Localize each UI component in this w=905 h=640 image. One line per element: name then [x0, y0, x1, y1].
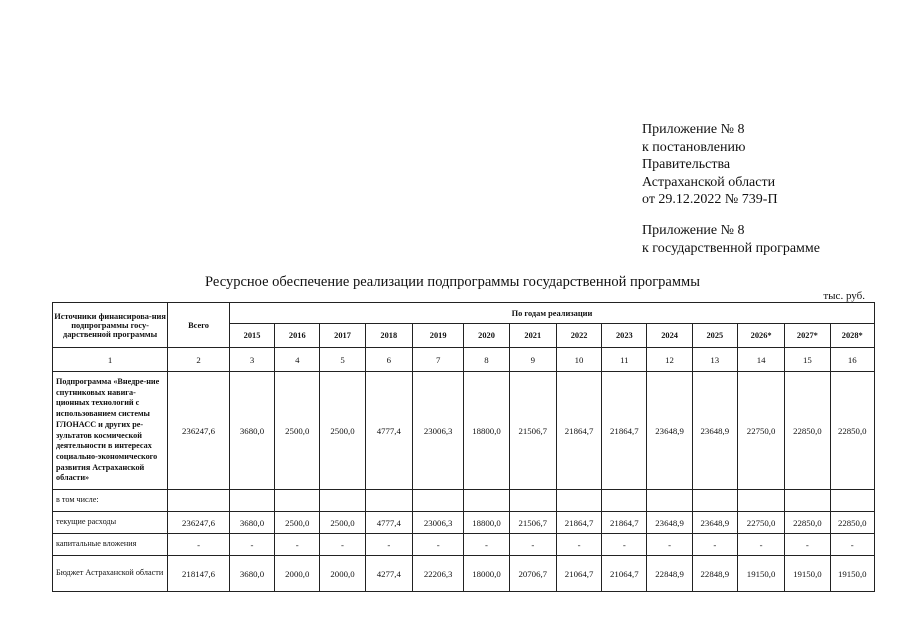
- document-title: Ресурсное обеспечение реализации подпрограммы государственной программы: [205, 274, 700, 290]
- row-value: 23006,3: [412, 372, 463, 490]
- column-index: 15: [785, 348, 830, 372]
- row-value: [229, 490, 274, 512]
- appendix-line: к государственной программе: [642, 240, 820, 256]
- row-label: Подпрограмма «Внедре-ние спутниковых навига-ционных технологий с использованием системы ГЛОНАСС и других ре-зультатов космической деятельности в интересах социально-экономического развития Астраханской области»: [53, 372, 168, 490]
- row-label: капитальные вложения: [53, 534, 168, 556]
- table-row: [53, 512, 875, 534]
- row-value: [365, 490, 412, 512]
- header-year: 2024: [647, 324, 692, 348]
- row-value: 19150,0: [785, 556, 830, 592]
- row-value: -: [556, 534, 601, 556]
- header-year: 2019: [412, 324, 463, 348]
- row-value: 4777,4: [365, 372, 412, 490]
- row-value: 3680,0: [229, 372, 274, 490]
- header-source: Источники финансирова-ния подпрограммы госу-дарственной программы: [53, 303, 168, 348]
- column-index: 10: [556, 348, 601, 372]
- row-value: [464, 490, 509, 512]
- header-year: 2027*: [785, 324, 830, 348]
- row-value: [556, 490, 601, 512]
- column-index: 14: [737, 348, 784, 372]
- header-year: 2018: [365, 324, 412, 348]
- row-value: -: [275, 534, 320, 556]
- row-total: 218147,6: [168, 556, 230, 592]
- column-index: 6: [365, 348, 412, 372]
- row-value: -: [692, 534, 737, 556]
- row-total: 236247,6: [168, 372, 230, 490]
- row-value: [692, 490, 737, 512]
- column-index: 8: [464, 348, 509, 372]
- row-value: 22750,0: [737, 372, 784, 490]
- row-value: 18000,0: [464, 556, 509, 592]
- column-index-row: [53, 348, 875, 372]
- appendix-line: Правительства: [642, 157, 731, 172]
- row-value: [737, 490, 784, 512]
- header-year: 2026*: [737, 324, 784, 348]
- row-value: -: [785, 534, 830, 556]
- row-value: 21864,7: [602, 372, 647, 490]
- row-value: 22848,9: [692, 556, 737, 592]
- row-value: -: [464, 534, 509, 556]
- row-value: 21064,7: [602, 556, 647, 592]
- column-index: 2: [168, 348, 230, 372]
- row-value: 22850,0: [830, 372, 875, 490]
- column-index: 3: [229, 348, 274, 372]
- appendix-line: к постановлению: [642, 139, 746, 155]
- units-label: тыс. руб.: [823, 290, 865, 302]
- row-value: -: [229, 534, 274, 556]
- header-year: 2023: [602, 324, 647, 348]
- row-value: -: [365, 534, 412, 556]
- appendix-line: Астраханской области: [642, 174, 776, 190]
- row-value: -: [602, 534, 647, 556]
- row-value: 22850,0: [830, 512, 875, 534]
- row-value: 23648,9: [692, 372, 737, 490]
- row-value: 21864,7: [556, 512, 601, 534]
- row-value: -: [509, 534, 556, 556]
- row-value: 2500,0: [275, 372, 320, 490]
- row-value: 22850,0: [785, 512, 830, 534]
- row-value: 23648,9: [692, 512, 737, 534]
- row-value: 19150,0: [830, 556, 875, 592]
- column-index: 11: [602, 348, 647, 372]
- header-year: 2020: [464, 324, 509, 348]
- column-index: 4: [275, 348, 320, 372]
- row-value: [509, 490, 556, 512]
- row-value: 2500,0: [320, 372, 365, 490]
- row-value: 21864,7: [556, 372, 601, 490]
- row-value: 21506,7: [509, 512, 556, 534]
- row-value: 18800,0: [464, 512, 509, 534]
- table-row: [53, 490, 875, 512]
- row-value: 23648,9: [647, 372, 692, 490]
- row-value: [785, 490, 830, 512]
- row-value: [275, 490, 320, 512]
- column-index: 13: [692, 348, 737, 372]
- appendix-line: Приложение № 8: [642, 223, 745, 238]
- row-value: -: [830, 534, 875, 556]
- column-index: 9: [509, 348, 556, 372]
- row-label: текущие расходы: [53, 512, 168, 534]
- column-index: 16: [830, 348, 875, 372]
- row-value: [830, 490, 875, 512]
- row-value: 23648,9: [647, 512, 692, 534]
- row-value: 22750,0: [737, 512, 784, 534]
- header-year: 2021: [509, 324, 556, 348]
- row-value: -: [737, 534, 784, 556]
- row-value: -: [412, 534, 463, 556]
- row-value: 2500,0: [320, 512, 365, 534]
- row-value: [320, 490, 365, 512]
- row-value: 2000,0: [275, 556, 320, 592]
- header-year: 2025: [692, 324, 737, 348]
- row-total: [168, 490, 230, 512]
- table-row: [53, 556, 875, 592]
- table-row: [53, 372, 875, 490]
- row-value: -: [647, 534, 692, 556]
- header-year: 2016: [275, 324, 320, 348]
- header-year: 2022: [556, 324, 601, 348]
- row-value: 22848,9: [647, 556, 692, 592]
- column-index: 1: [53, 348, 168, 372]
- appendix-program-block: [642, 222, 820, 257]
- row-label: в том числе:: [53, 490, 168, 512]
- appendix-line: от 29.12.2022 № 739-П: [642, 192, 778, 207]
- row-value: -: [320, 534, 365, 556]
- table-row: [53, 534, 875, 556]
- row-value: 2000,0: [320, 556, 365, 592]
- row-total: -: [168, 534, 230, 556]
- header-year: 2015: [229, 324, 274, 348]
- row-value: 20706,7: [509, 556, 556, 592]
- row-value: 18800,0: [464, 372, 509, 490]
- appendix-decree-block: [642, 121, 778, 209]
- row-value: 3680,0: [229, 512, 274, 534]
- header-years-group: По годам реализации: [229, 303, 874, 324]
- column-index: 5: [320, 348, 365, 372]
- header-total: Всего: [168, 303, 230, 348]
- row-value: 21864,7: [602, 512, 647, 534]
- row-value: 22206,3: [412, 556, 463, 592]
- row-value: 2500,0: [275, 512, 320, 534]
- row-value: 4777,4: [365, 512, 412, 534]
- appendix-line: Приложение № 8: [642, 122, 745, 137]
- row-value: 4277,4: [365, 556, 412, 592]
- row-value: 3680,0: [229, 556, 274, 592]
- budget-table: [52, 302, 875, 592]
- column-index: 7: [412, 348, 463, 372]
- row-value: 21506,7: [509, 372, 556, 490]
- row-value: 19150,0: [737, 556, 784, 592]
- row-label: Бюджет Астраханской области: [53, 556, 168, 592]
- header-year: 2028*: [830, 324, 875, 348]
- row-value: 21064,7: [556, 556, 601, 592]
- column-index: 12: [647, 348, 692, 372]
- row-value: [647, 490, 692, 512]
- header-year: 2017: [320, 324, 365, 348]
- row-total: 236247,6: [168, 512, 230, 534]
- row-value: [412, 490, 463, 512]
- row-value: 23006,3: [412, 512, 463, 534]
- row-value: [602, 490, 647, 512]
- row-value: 22850,0: [785, 372, 830, 490]
